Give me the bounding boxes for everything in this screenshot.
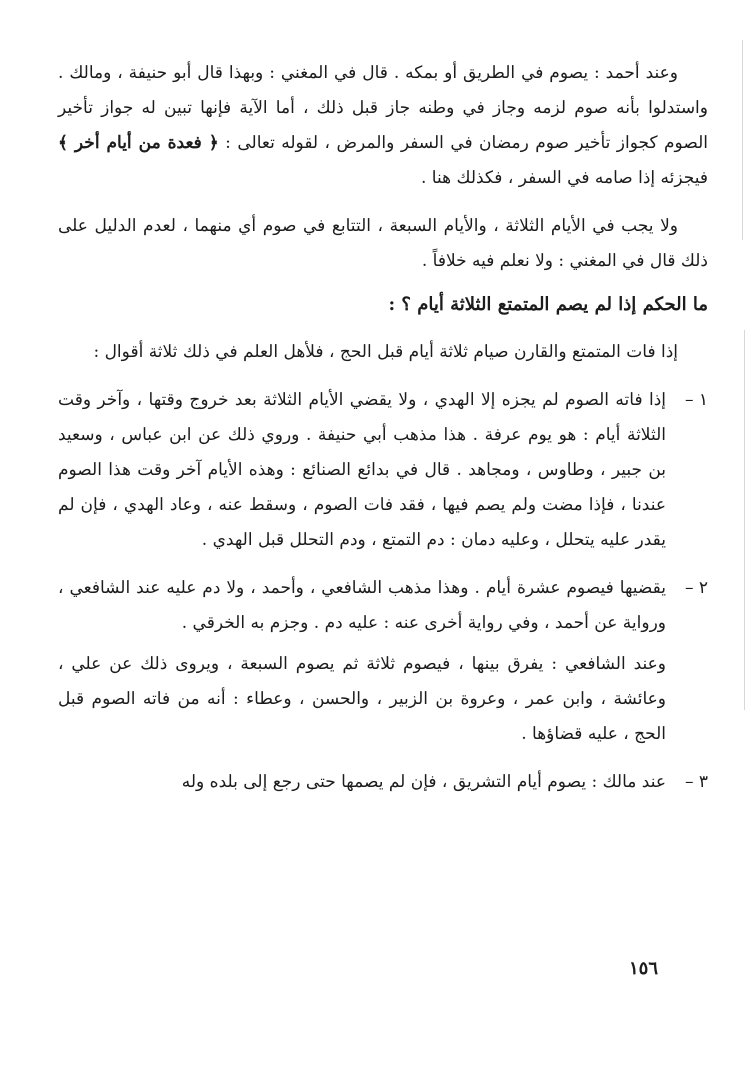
list-item-3: [58, 765, 708, 800]
section-heading: ما الحكم إذا لم يصم المتمتع الثلاثة أيام ؟ :: [388, 294, 708, 315]
scan-edge-line: [742, 40, 743, 240]
list-item-1: [58, 383, 708, 558]
list-item-2: [58, 571, 708, 752]
list-item-number: ٣ –: [684, 772, 708, 792]
quran-quote: ﴿ فعدة من أيام أخر ﴾: [58, 133, 219, 153]
list-item-text: عند مالك : يصوم أيام التشريق ، فإن لم يصمها حتى رجع إلى بلده وله: [181, 772, 666, 792]
scan-edge-line: [744, 330, 745, 710]
list-item-number: ٢ –: [684, 578, 708, 598]
list-item-subparagraph: وعند الشافعي : يفرق بينها ، فيصوم ثلاثة ثم يصوم السبعة ، ويروى ذلك عن علي ، وعائشة ، وابن عمر ، وعروة بن الزبير ، والحسن ، وعطاء : أنه من فاته الصوم قبل الحج ، عليه قضاؤها .: [58, 654, 666, 744]
paragraph-three-opinions-intro: إذا فات المتمتع والقارن صيام ثلاثة أيام قبل الحج ، فلأهل العلم في ذلك ثلاثة أقوال :: [93, 342, 678, 362]
paragraph-no-consecutive-requirement: ولا يجب في الأيام الثلاثة ، والأيام السبعة ، التتابع في صوم أي منهما ، لعدم الدليل على ذلك قال في المغني : ولا نعلم فيه خلافاً .: [58, 216, 708, 271]
paragraph-fasting-on-road: وعند أحمد : يصوم في الطريق أو بمكه . قال في المغني : وبهذا قال أبو حنيفة ، ومالك . واستدلوا بأنه صوم لزمه وجاز في وطنه جاز قبل ذلك ، أما الآية فإنها تبين له جواز تأخير الصوم كجواز تأخير صوم رمضان في السفر والمرض ، لقوله تعالى : ﴿ فعدة من أيام أخر ﴾ فيجزئه إذا صامه في السفر ، فكذلك هنا .: [58, 63, 708, 188]
list-item-number: ١ –: [684, 390, 708, 410]
list-item-text: إذا فاته الصوم لم يجزه إلا الهدي ، ولا يقضي الأيام الثلاثة بعد خروج وقتها ، وآخر وقت الثلاثة أيام : هو يوم عرفة . هذا مذهب أبي حنيفة . وروي ذلك عن ابن عباس ، وسعيد بن جبير ، وطاوس ، ومجاهد . قال في بدائع الصنائع : وهذه الأيام آخر وقت هذا الصوم عندنا ، فإذا مضت ولم يصم فيها ، فقد فات الصوم ، وسقط عنه ، وعاد الهدي ، فإن لم يقدر عليه يتحلل ، وعليه دمان : دم التمتع ، ودم التحلل قبل الهدي .: [58, 390, 666, 550]
list-item-text: يقضيها فيصوم عشرة أيام . وهذا مذهب الشافعي ، وأحمد ، ولا دم عليه عند الشافعي ، ورواية عن أحمد ، وفي رواية أخرى عنه : عليه دم . وجزم به الخرقي .: [58, 578, 666, 633]
page-number: ١٥٦: [628, 958, 658, 979]
